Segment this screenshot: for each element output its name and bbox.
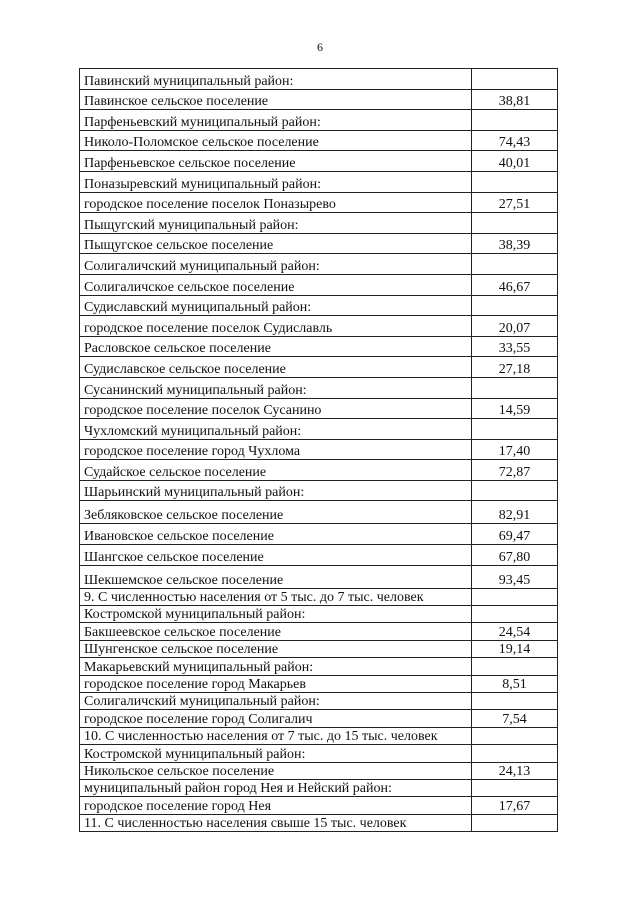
value-cell	[472, 213, 558, 234]
settlement-name: городское поселение город Нея	[80, 797, 472, 814]
table-row	[80, 233, 558, 254]
table-row	[80, 336, 558, 357]
value-cell	[472, 814, 558, 831]
district-header: Поназыревский муниципальный район:	[80, 171, 472, 192]
table-row	[80, 110, 558, 131]
value-cell	[472, 171, 558, 192]
table-row	[80, 439, 558, 460]
value-cell	[472, 658, 558, 675]
table-row	[80, 762, 558, 779]
district-header: Шарьинский муниципальный район:	[80, 480, 472, 501]
settlement-name: городское поселение город Солигалич	[80, 710, 472, 727]
value-cell: 19,14	[472, 640, 558, 657]
value-cell	[472, 480, 558, 501]
value-cell: 17,67	[472, 797, 558, 814]
value-cell: 82,91	[472, 501, 558, 524]
value-cell: 67,80	[472, 545, 558, 566]
district-header: Солигаличский муниципальный район:	[80, 693, 472, 710]
table-row	[80, 606, 558, 623]
table-row	[80, 213, 558, 234]
table-row	[80, 316, 558, 337]
settlement-name: Судайское сельское поселение	[80, 460, 472, 481]
value-cell: 8,51	[472, 675, 558, 692]
section-header: 11. С численностью населения свыше 15 тыс. человек	[80, 814, 472, 831]
value-cell: 14,59	[472, 398, 558, 419]
value-cell	[472, 588, 558, 605]
value-cell: 24,13	[472, 762, 558, 779]
table-row	[80, 274, 558, 295]
table-row	[80, 460, 558, 481]
table-row	[80, 588, 558, 605]
district-header: Костромской муниципальный район:	[80, 745, 472, 762]
table-row	[80, 545, 558, 566]
value-cell: 46,67	[472, 274, 558, 295]
value-cell: 33,55	[472, 336, 558, 357]
district-header: Судиславский муниципальный район:	[80, 295, 472, 316]
value-cell	[472, 606, 558, 623]
page-number: 6	[317, 40, 323, 54]
value-cell: 27,18	[472, 357, 558, 378]
table-row	[80, 419, 558, 440]
table-row	[80, 640, 558, 657]
value-cell: 93,45	[472, 565, 558, 588]
value-cell: 69,47	[472, 524, 558, 545]
section-header: 10. С численностью населения от 7 тыс. до 15 тыс. человек	[80, 727, 472, 744]
settlement-name: Пыщугское сельское поселение	[80, 233, 472, 254]
district-header: Костромской муниципальный район:	[80, 606, 472, 623]
table-row	[80, 814, 558, 831]
value-cell	[472, 693, 558, 710]
table-row	[80, 779, 558, 796]
value-cell: 38,81	[472, 89, 558, 110]
settlement-name: Солигаличское сельское поселение	[80, 274, 472, 295]
table-row	[80, 69, 558, 90]
value-cell	[472, 377, 558, 398]
table-row	[80, 501, 558, 524]
value-cell	[472, 69, 558, 90]
value-cell	[472, 727, 558, 744]
value-cell: 40,01	[472, 151, 558, 172]
value-cell	[472, 295, 558, 316]
settlement-name: Парфеньевское сельское поселение	[80, 151, 472, 172]
value-cell	[472, 419, 558, 440]
district-header: Макарьевский муниципальный район:	[80, 658, 472, 675]
table-row	[80, 658, 558, 675]
district-header: Сусанинский муниципальный район:	[80, 377, 472, 398]
settlement-name: Шунгенское сельское поселение	[80, 640, 472, 657]
value-cell: 7,54	[472, 710, 558, 727]
district-header: муниципальный район город Нея и Нейский район:	[80, 779, 472, 796]
settlement-name: городское поселение город Макарьев	[80, 675, 472, 692]
table-row	[80, 524, 558, 545]
table-row	[80, 727, 558, 744]
settlement-name: Судиславское сельское поселение	[80, 357, 472, 378]
value-cell	[472, 779, 558, 796]
table-row	[80, 295, 558, 316]
district-header: Чухломский муниципальный район:	[80, 419, 472, 440]
value-cell: 20,07	[472, 316, 558, 337]
table-row	[80, 357, 558, 378]
settlement-name: Шангское сельское поселение	[80, 545, 472, 566]
settlement-name: городское поселение поселок Поназырево	[80, 192, 472, 213]
settlement-name: Ивановское сельское поселение	[80, 524, 472, 545]
value-cell: 38,39	[472, 233, 558, 254]
value-cell: 27,51	[472, 192, 558, 213]
settlement-name: Никольское сельское поселение	[80, 762, 472, 779]
district-header: Солигаличский муниципальный район:	[80, 254, 472, 275]
table-row	[80, 398, 558, 419]
settlement-name: Николо-Поломское сельское поселение	[80, 130, 472, 151]
value-cell: 72,87	[472, 460, 558, 481]
table-row	[80, 710, 558, 727]
district-header: Пыщугский муниципальный район:	[80, 213, 472, 234]
table-row	[80, 171, 558, 192]
section-header: 9. С численностью населения от 5 тыс. до 7 тыс. человек	[80, 588, 472, 605]
value-cell	[472, 110, 558, 131]
settlement-name: Расловское сельское поселение	[80, 336, 472, 357]
table-row	[80, 254, 558, 275]
table-row	[80, 745, 558, 762]
table-row	[80, 565, 558, 588]
settlement-name: Бакшеевское сельское поселение	[80, 623, 472, 640]
table-row	[80, 675, 558, 692]
district-header: Павинский муниципальный район:	[80, 69, 472, 90]
settlement-name: городское поселение город Чухлома	[80, 439, 472, 460]
value-cell: 24,54	[472, 623, 558, 640]
value-cell: 17,40	[472, 439, 558, 460]
table-row	[80, 797, 558, 814]
settlements-table	[79, 68, 558, 832]
table-row	[80, 480, 558, 501]
district-header: Парфеньевский муниципальный район:	[80, 110, 472, 131]
value-cell: 74,43	[472, 130, 558, 151]
value-cell	[472, 254, 558, 275]
table-row	[80, 377, 558, 398]
table-row	[80, 192, 558, 213]
settlement-name: Павинское сельское поселение	[80, 89, 472, 110]
settlement-name: Шекшемское сельское поселение	[80, 565, 472, 588]
table-row	[80, 130, 558, 151]
table-row	[80, 151, 558, 172]
settlement-name: Зебляковское сельское поселение	[80, 501, 472, 524]
table-row	[80, 623, 558, 640]
settlement-name: городское поселение поселок Сусанино	[80, 398, 472, 419]
settlement-name: городское поселение поселок Судиславль	[80, 316, 472, 337]
value-cell	[472, 745, 558, 762]
table-row	[80, 89, 558, 110]
table-row	[80, 693, 558, 710]
